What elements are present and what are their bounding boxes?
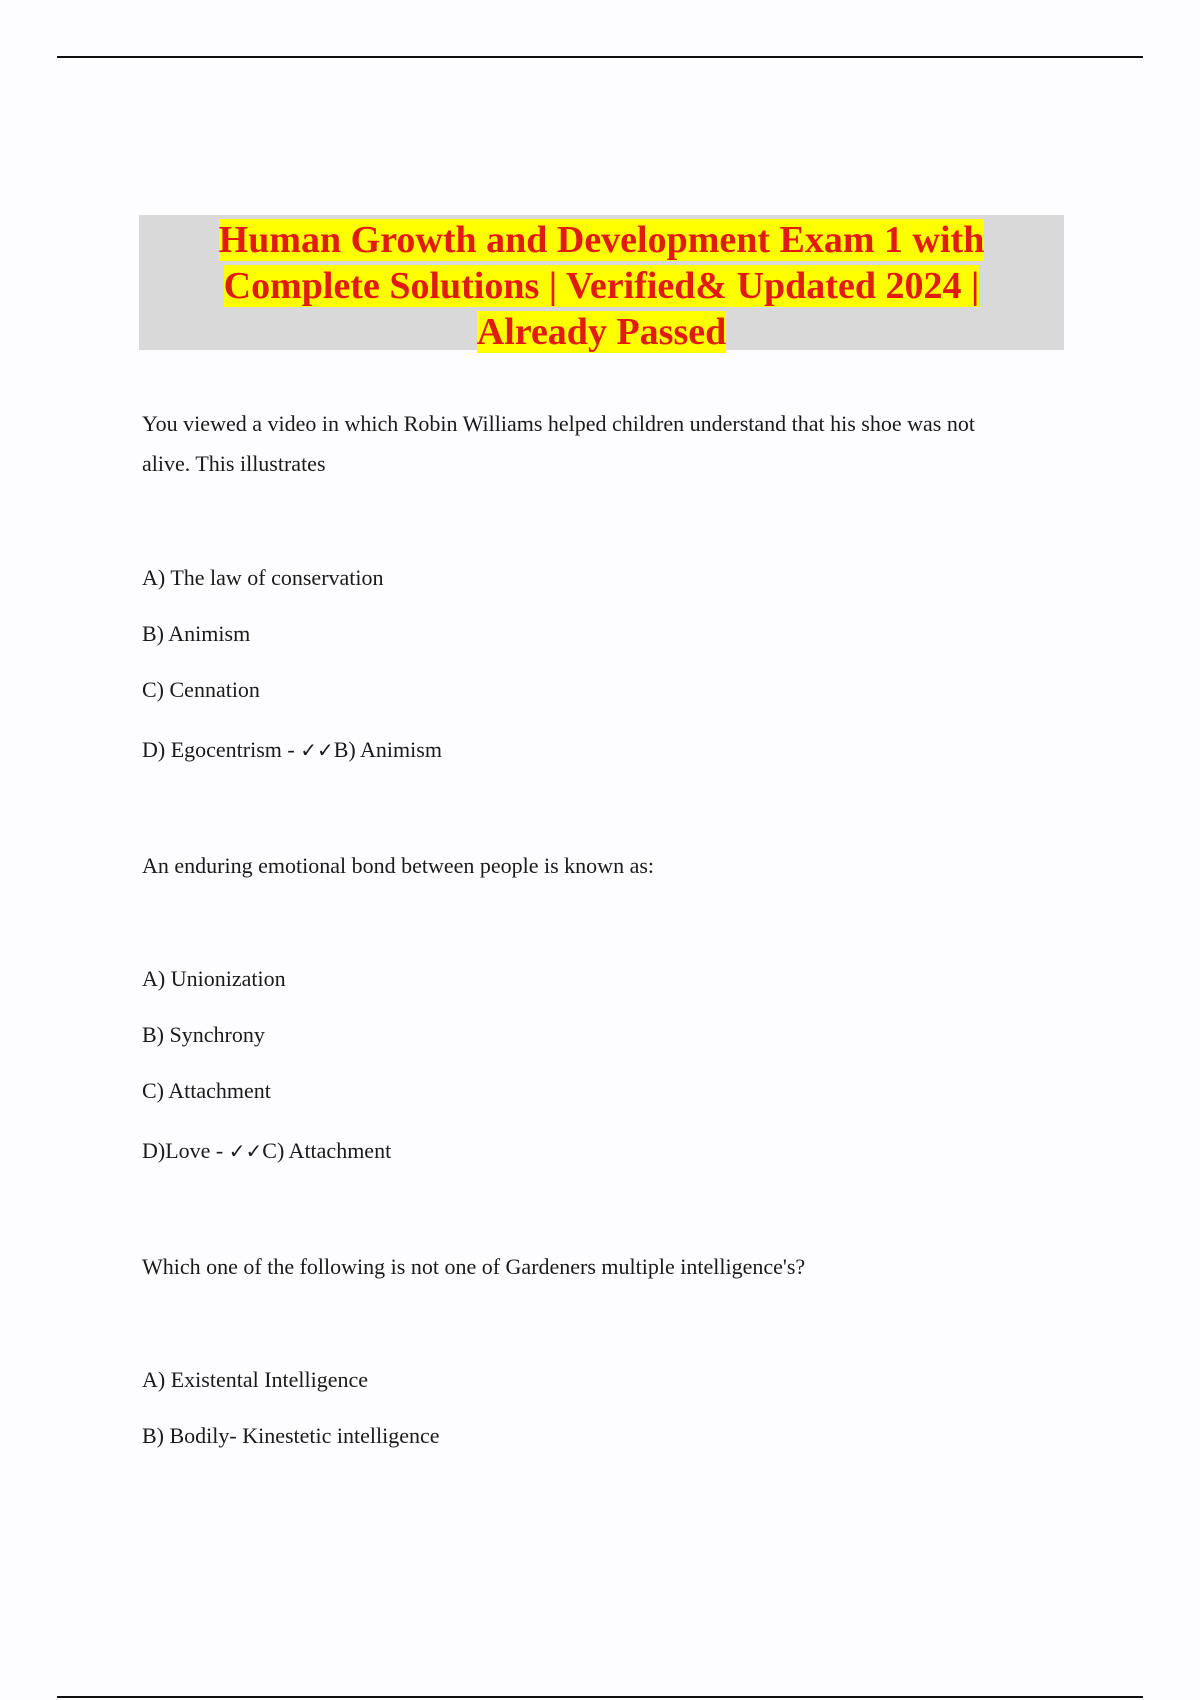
question-3-prompt: Which one of the following is not one of Gardeners multiple intelligence's? <box>142 1254 806 1279</box>
question-2-option-a: A) Unionization <box>142 966 286 991</box>
question-3-option-a: A) Existental Intelligence <box>142 1367 369 1392</box>
question-2-option-b: B) Synchrony <box>142 1022 265 1047</box>
title-line: Complete Solutions | Verified& Updated 2024 | <box>223 265 980 307</box>
question-1-prompt: alive. This illustrates <box>142 451 326 476</box>
correct-answer: C) Attachment <box>262 1138 392 1163</box>
question-1-option-c: C) Cennation <box>142 677 260 702</box>
check-mark-icon: ✓✓ <box>300 738 334 762</box>
question-1-option-d <box>142 736 442 764</box>
page-top-rule <box>57 56 1143 58</box>
question-1-option-a: A) The law of conservation <box>142 565 384 590</box>
question-3-option-b: B) Bodily- Kinestetic intelligence <box>142 1423 440 1448</box>
option-d-label: D) Egocentrism - <box>142 737 301 762</box>
title-line: Human Growth and Development Exam 1 with <box>218 219 985 261</box>
option-d-label: D)Love - <box>142 1138 229 1163</box>
question-2-option-c: C) Attachment <box>142 1078 271 1103</box>
question-1-option-b: B) Animism <box>142 621 251 646</box>
page-bottom-rule <box>57 1696 1143 1698</box>
correct-answer: B) Animism <box>333 737 442 762</box>
check-mark-icon: ✓✓ <box>228 1139 263 1163</box>
title-banner <box>139 215 1064 353</box>
title-line: Already Passed <box>476 311 727 353</box>
question-2-option-d <box>142 1137 391 1165</box>
document-title <box>139 217 1064 355</box>
question-1-prompt: You viewed a video in which Robin Williams helped children understand that his shoe was not <box>142 411 975 436</box>
question-2-prompt: An enduring emotional bond between people is known as: <box>142 853 655 878</box>
